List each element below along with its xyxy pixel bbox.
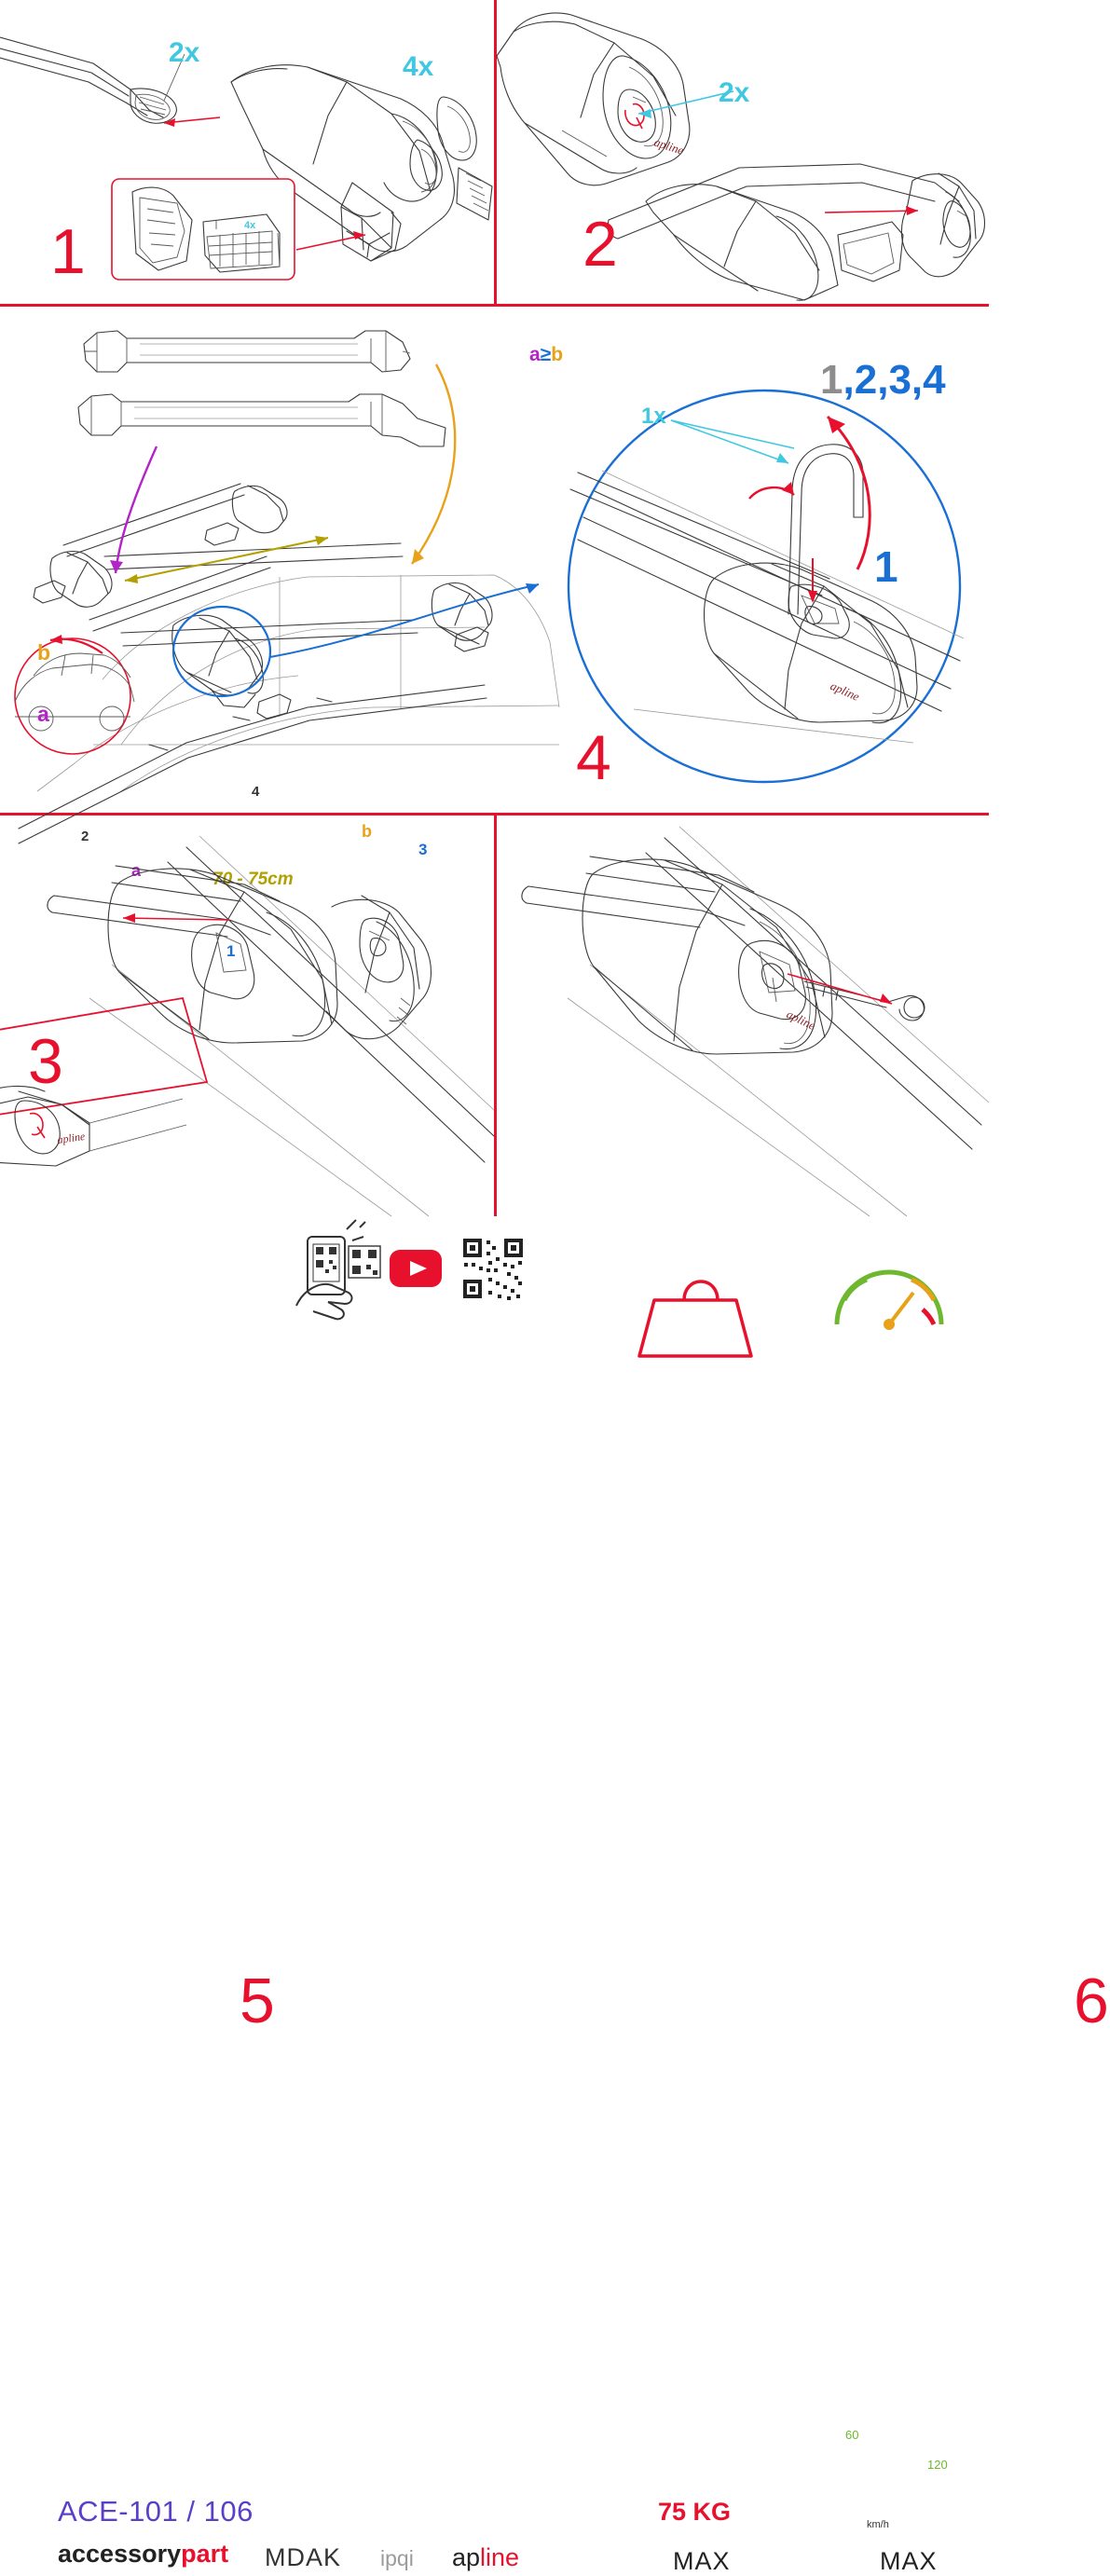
arrow-label-a: a bbox=[131, 861, 142, 880]
dimension-label: 70 - 75cm bbox=[212, 870, 294, 889]
step-4-panel bbox=[522, 307, 989, 813]
step-1-panel bbox=[0, 0, 494, 304]
brand-mdak: MDAK bbox=[265, 2543, 342, 2571]
position-label-2: 2 bbox=[81, 829, 89, 844]
step-number-5: 5 bbox=[240, 1966, 276, 2036]
step-5-illustration bbox=[0, 815, 494, 1216]
speed-limit-label: MAX bbox=[880, 2547, 938, 2575]
comparison-op: ≥ bbox=[540, 344, 552, 365]
quantity-label-1x: 1x bbox=[641, 404, 666, 429]
sequence-3: 3 bbox=[888, 357, 911, 403]
brand-apline-part2: line bbox=[480, 2543, 520, 2571]
model-code: ACE-101 / 106 bbox=[58, 2495, 254, 2528]
comparison-a: a bbox=[529, 344, 541, 365]
svg-text:apline: apline bbox=[828, 678, 862, 704]
step-3-panel bbox=[0, 307, 559, 1097]
svg-text:apline: apline bbox=[784, 1007, 818, 1033]
step-number-4: 4 bbox=[576, 722, 612, 793]
step-5-panel bbox=[0, 815, 494, 2036]
weight-limit-label: MAX bbox=[673, 2547, 731, 2575]
step-3-illustration bbox=[0, 307, 559, 813]
position-label-4: 4 bbox=[252, 784, 260, 800]
footer bbox=[0, 1216, 989, 2575]
speed-unit-label: km/h bbox=[867, 2519, 889, 2530]
quantity-label-4x-foot: 4x bbox=[403, 51, 434, 82]
step-number-6: 6 bbox=[1074, 1966, 1110, 2036]
highlight-step-number: 1 bbox=[874, 542, 898, 591]
sequence-4: 4 bbox=[923, 357, 946, 403]
comparison-b: b bbox=[551, 344, 564, 365]
qr-code-icon bbox=[461, 1237, 525, 1300]
weight-limit-value: 75 KG bbox=[658, 2498, 732, 2526]
step-number-1: 1 bbox=[50, 216, 87, 287]
position-label-1: 1 bbox=[226, 942, 236, 960]
brand-accessorypart-part1: accessory bbox=[58, 2540, 182, 2568]
speedometer-icon bbox=[837, 1272, 941, 1330]
svg-text:apline: apline bbox=[652, 134, 686, 158]
arrow-label-b: b bbox=[362, 822, 372, 841]
step-6-panel bbox=[497, 815, 1110, 2036]
qr-scan-phone-icon bbox=[296, 1220, 380, 1319]
step-2-illustration bbox=[497, 0, 989, 304]
quantity-label-2x-lock: 2x bbox=[719, 77, 750, 108]
speed-tick-min: 60 bbox=[845, 2428, 859, 2442]
footer-icons bbox=[0, 1216, 989, 1398]
step-2-panel bbox=[497, 0, 989, 304]
sequence-1: 1 bbox=[820, 357, 843, 403]
speed-tick-max: 120 bbox=[927, 2458, 948, 2472]
weight-icon bbox=[639, 1281, 751, 1356]
brand-accessorypart bbox=[58, 2540, 228, 2569]
sequence-2: 2 bbox=[854, 357, 878, 403]
position-label-3: 3 bbox=[418, 841, 428, 858]
brand-apline-part1: ap bbox=[452, 2543, 481, 2571]
sequence-label: 1,2,3,4 bbox=[820, 357, 946, 403]
bar-label-b: b bbox=[37, 640, 51, 665]
step-number-2: 2 bbox=[582, 209, 619, 280]
step-number-3: 3 bbox=[28, 1026, 64, 1097]
bar-label-a: a bbox=[37, 702, 49, 726]
step-6-illustration bbox=[497, 815, 989, 1216]
quantity-label-2x-endcap: 2x bbox=[169, 37, 200, 68]
brand-ipqi: ipqi bbox=[380, 2546, 414, 2570]
svg-text:apline: apline bbox=[56, 1129, 87, 1146]
brand-accessorypart-part2: part bbox=[181, 2540, 229, 2568]
comparison-label bbox=[529, 344, 563, 366]
youtube-icon bbox=[390, 1250, 442, 1287]
svg-text:4x: 4x bbox=[244, 220, 256, 231]
brand-apline bbox=[452, 2543, 519, 2572]
